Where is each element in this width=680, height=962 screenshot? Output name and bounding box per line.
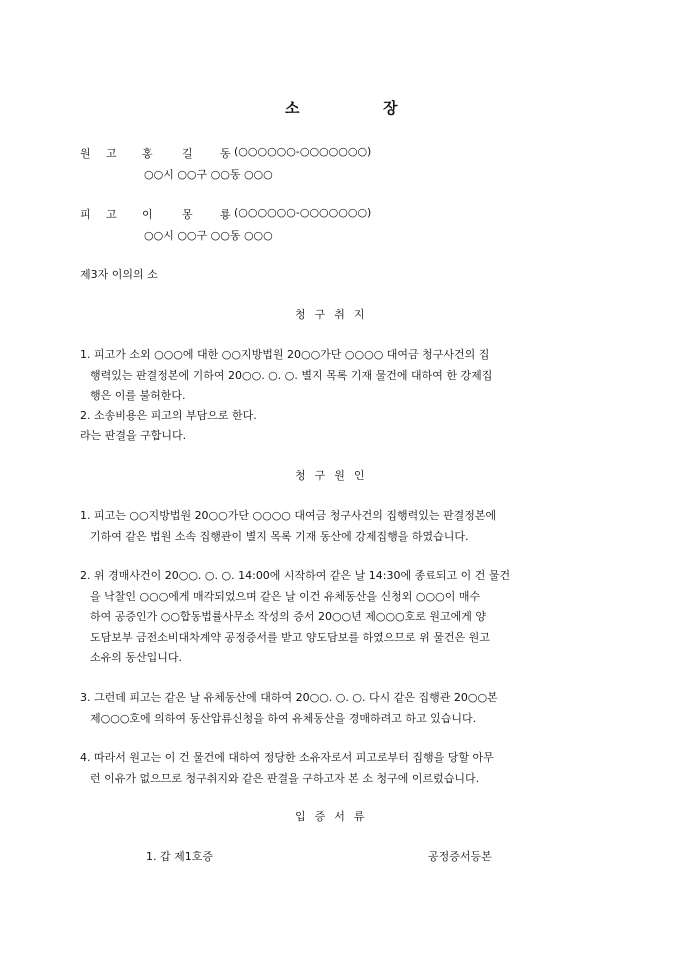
plaintiff-label-char: 원 [80, 147, 91, 160]
claim-cause-item-1 [80, 506, 600, 547]
plaintiff-id: (○○○○○○-○○○○○○○) [234, 145, 372, 158]
claim-purpose-item-2: 2. 소송비용은 피고의 부담으로 한다. [80, 409, 257, 422]
text-line: 제○○○호에 의하여 동산압류신청을 하여 유체동산을 경매하려고 하고 있습니다. [90, 711, 477, 725]
claim-purpose-item-1 [80, 345, 600, 407]
evidence-item-desc: 공정증서등본 [428, 850, 492, 863]
text-line: 4. 따라서 원고는 이 건 물건에 대하여 정당한 소유자로서 피고로부터 집행을 당할 아무 [80, 751, 494, 764]
defendant-label-char: 피 [80, 208, 91, 221]
defendant-address: ○○시 ○○구 ○○동 ○○○ [144, 229, 273, 242]
text-line: 3. 그런데 피고는 같은 날 유체동산에 대하여 20○○. ○. ○. 다시 같은 집행관 20○○본 [80, 691, 498, 704]
text-line: 2. 위 경매사건이 20○○. ○. ○. 14:00에 시작하여 같은 날 14:30에 종료되고 이 건 물건 [80, 569, 511, 582]
text-line: 소유의 동산입니다. [90, 651, 183, 664]
defendant-id: (○○○○○○-○○○○○○○) [234, 206, 372, 219]
claim-purpose-closing: 라는 판결을 구합니다. [80, 429, 187, 442]
document-title-part2: 장 [383, 99, 398, 117]
case-name: 제3자 이의의 소 [80, 268, 158, 281]
claim-purpose-heading: 청구취지 [295, 308, 374, 321]
evidence-heading: 입증서류 [295, 810, 374, 823]
claim-cause-heading: 청구원인 [295, 469, 374, 482]
text-line: 1. 피고가 소외 ○○○에 대한 ○○지방법원 20○○가단 ○○○○ 대여금 청구사건의 집 [80, 348, 490, 361]
document-title-part1: 소 [285, 99, 300, 117]
text-line: 행력있는 판결정본에 기하여 20○○. ○. ○. 별지 목록 기재 물건에 대하여 한 강제집 [90, 368, 493, 382]
plaintiff-name-char: 홍 [142, 147, 153, 160]
plaintiff-name-char: 길 [182, 147, 193, 160]
evidence-item-label: 1. 갑 제1호증 [146, 850, 213, 863]
text-line: 1. 피고는 ○○지방법원 20○○가단 ○○○○ 대여금 청구사건의 집행력있는 판결정본에 [80, 509, 497, 522]
defendant-name-char: 이 [142, 208, 153, 221]
plaintiff-label-char: 고 [106, 147, 117, 160]
text-line: 도담보부 금전소비대차계약 공정증서를 받고 양도담보를 하였으므로 위 물건은 원고 [90, 630, 490, 644]
text-line: 기하여 같은 법원 소속 집행관이 별지 목록 기재 동산에 강제집행을 하였습니다. [90, 529, 469, 543]
text-line: 을 낙찰인 ○○○에게 매각되었으며 같은 날 이건 유체동산을 신청외 ○○○이 매수 [90, 589, 481, 603]
text-line: 하여 공증인가 ○○합동법률사무소 작성의 증서 20○○년 제○○○호로 원고에게 양 [90, 610, 487, 623]
plaintiff-name-char: 동 [220, 147, 231, 160]
plaintiff-address: ○○시 ○○구 ○○동 ○○○ [144, 168, 273, 181]
text-line: 런 이유가 없으므로 청구취지와 같은 판결을 구하고자 본 소 청구에 이르렀습니다. [90, 771, 480, 785]
defendant-name-char: 룡 [220, 208, 231, 221]
defendant-label-char: 고 [106, 208, 117, 221]
defendant-name-char: 몽 [182, 208, 193, 221]
claim-cause-item-2 [80, 566, 600, 669]
claim-cause-item-4 [80, 748, 600, 789]
text-line: 행은 이를 불허한다. [90, 389, 186, 402]
claim-cause-item-3 [80, 688, 600, 729]
